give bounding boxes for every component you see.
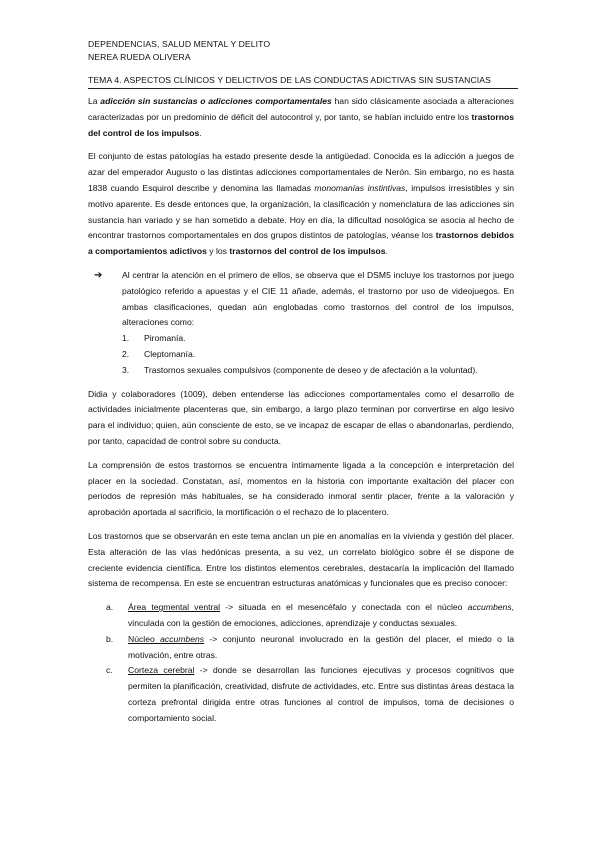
brain-structures-list bbox=[88, 600, 514, 726]
page-header bbox=[88, 38, 518, 89]
italic-term: monomanías instintivas bbox=[314, 182, 406, 193]
underlined-term: Corteza cerebral bbox=[128, 665, 195, 676]
list-letter: a. bbox=[106, 602, 114, 613]
text-span: , impulsos irresistibles y sin motivo aparente. Es desde entonces que, la organización, la clasificación y nomenclatura de las adicciones sin sustancia han variado y se han sometido a debate. Hoy en día, la dificultad nosológica se asocia al hecho de encontrar trastornos comportamentales en dos grupos distintos de patologías, véanse los bbox=[88, 182, 514, 241]
document-body bbox=[88, 94, 514, 726]
italic-term: accumbens bbox=[467, 602, 512, 613]
paragraph-intro bbox=[88, 94, 514, 141]
text-span: -> donde se desarrollan las funciones ejecutivas y procesos cognitivos que permiten la planificación, creatividad, disfrute de actividades, etc. Entre sus distintas áreas destaca la corteza prefrontal dirigida entre otras funciones al control de impulsos, toma de decisiones o comportamiento social. bbox=[128, 665, 514, 723]
course-title: DEPENDENCIAS, SALUD MENTAL Y DELITO bbox=[88, 39, 271, 49]
underlined-italic-term: accumbens bbox=[160, 633, 205, 644]
paragraph-history bbox=[88, 149, 514, 260]
list-number: 3. bbox=[122, 364, 130, 375]
list-number: 2. bbox=[122, 348, 130, 359]
text-span: , vinculada con la gestión de emociones, adicciones, aprendizaje y conductas sexuales. bbox=[128, 602, 515, 628]
list-item bbox=[122, 331, 514, 347]
text-span: . bbox=[199, 127, 202, 138]
list-item-text: Piromanía. bbox=[144, 333, 186, 344]
underlined-term: Núcleo bbox=[128, 633, 161, 644]
numbered-list bbox=[122, 331, 514, 378]
key-term: trastornos debidos a comportamientos adictivos bbox=[88, 230, 514, 257]
list-letter: b. bbox=[106, 633, 114, 644]
list-item-cortex bbox=[106, 663, 514, 726]
arrow-bullet-text: Al centrar la atención en el primero de ellos, se observa que el DSM5 incluye los trastornos por juego patológico referido a apuestas y el CIE 11 añade, además, el trastorno por uso de videojuegos. En ambas clasificaciones, quedan aún englobadas como trastornos del control de los impulsos, alteraciones como: bbox=[122, 269, 514, 328]
list-item-accumbens bbox=[106, 632, 514, 664]
list-item bbox=[122, 363, 514, 379]
list-letter: c. bbox=[106, 665, 113, 676]
paragraph-pleasure: La comprensión de estos trastornos se encuentra íntimamente ligada a la concepción e interpretación del placer en la sociedad. Constatan, así, momentos en la historia con importante exaltación del placer con periodos de represión más habituales, se ha considerado inmoral sentir placer, frente a la valoración y aprobación aportada al sacrificio, la mortificación o el rechazo de lo placentero. bbox=[88, 459, 514, 518]
text-span: han sido clásicamente asociada a alteraciones caracterizadas por un predominio de déficit del autocontrol y, por tanto, se habían incluido entre los bbox=[88, 96, 514, 122]
text-span: y los bbox=[206, 246, 230, 257]
key-term: adicción sin sustancias o adicciones comportamentales bbox=[100, 96, 332, 106]
text-span: La bbox=[88, 96, 101, 106]
paragraph-definition: Didia y colaboradores (1009), deben entenderse las adicciones comportamentales como el desarrollo de actividades inicialmente placenteras que, sin embargo, a largo plazo terminan por convertirse en algo lesivo para el individuo; quien, aún consciente de esto, se ve incapaz de escapar de ellas o abandonarlas, perdiendo, por tanto, capacidad de control sobre su conducta. bbox=[88, 388, 514, 446]
arrow-right-icon: ➔ bbox=[94, 269, 103, 281]
paragraph-reward-system: Los trastornos que se observarán en este tema anclan un pie en anomalías en la vivienda y gestión del placer. Esta alteración de las vías hedónicas presenta, a su vez, un correlato biológico sobre él se dispone de creciente evidencia científica. Entre los distintos elementos cerebrales, destacaría la implicación del llamado sistema de recompensa. En este se encuentran estructuras anatómicas y funcionales que es preciso conocer: bbox=[88, 530, 514, 589]
list-item-vta bbox=[106, 600, 514, 632]
text-span: -> conjunto neuronal involucrado en la gestión del placer, el miedo o la motivación, entre otras. bbox=[128, 633, 514, 660]
list-item bbox=[122, 347, 514, 363]
topic-title: TEMA 4. ASPECTOS CLÍNICOS Y DELICTIVOS DE LAS CONDUCTAS ADICTIVAS SIN SUSTANCIAS bbox=[88, 74, 518, 89]
list-item-text: Cleptomanía. bbox=[144, 348, 196, 359]
author-name: NEREA RUEDA OLIVERA bbox=[88, 52, 191, 62]
list-item-text: Trastornos sexuales compulsivos (componente de deseo y de afectación a la voluntad). bbox=[144, 364, 478, 375]
key-term: trastornos del control de los impulsos bbox=[88, 111, 514, 138]
text-span: -> situada en el mesencéfalo y conectada con el núcleo bbox=[220, 602, 468, 613]
arrow-bullet-block bbox=[88, 268, 514, 379]
text-span: El conjunto de estas patologías ha estado presente desde la antigüedad. Conocida es la adicción a juegos de azar del emperador Augusto o las distintas adicciones comportamentales de Nerón. Sin embargo, no es hasta 1838 cuando Esquirol describe y denomina las llamadas bbox=[88, 151, 514, 193]
list-number: 1. bbox=[122, 333, 130, 344]
text-span: . bbox=[385, 246, 388, 257]
key-term: trastornos del control de los impulsos bbox=[229, 246, 386, 257]
underlined-term: Área tegmental ventral bbox=[128, 602, 221, 613]
